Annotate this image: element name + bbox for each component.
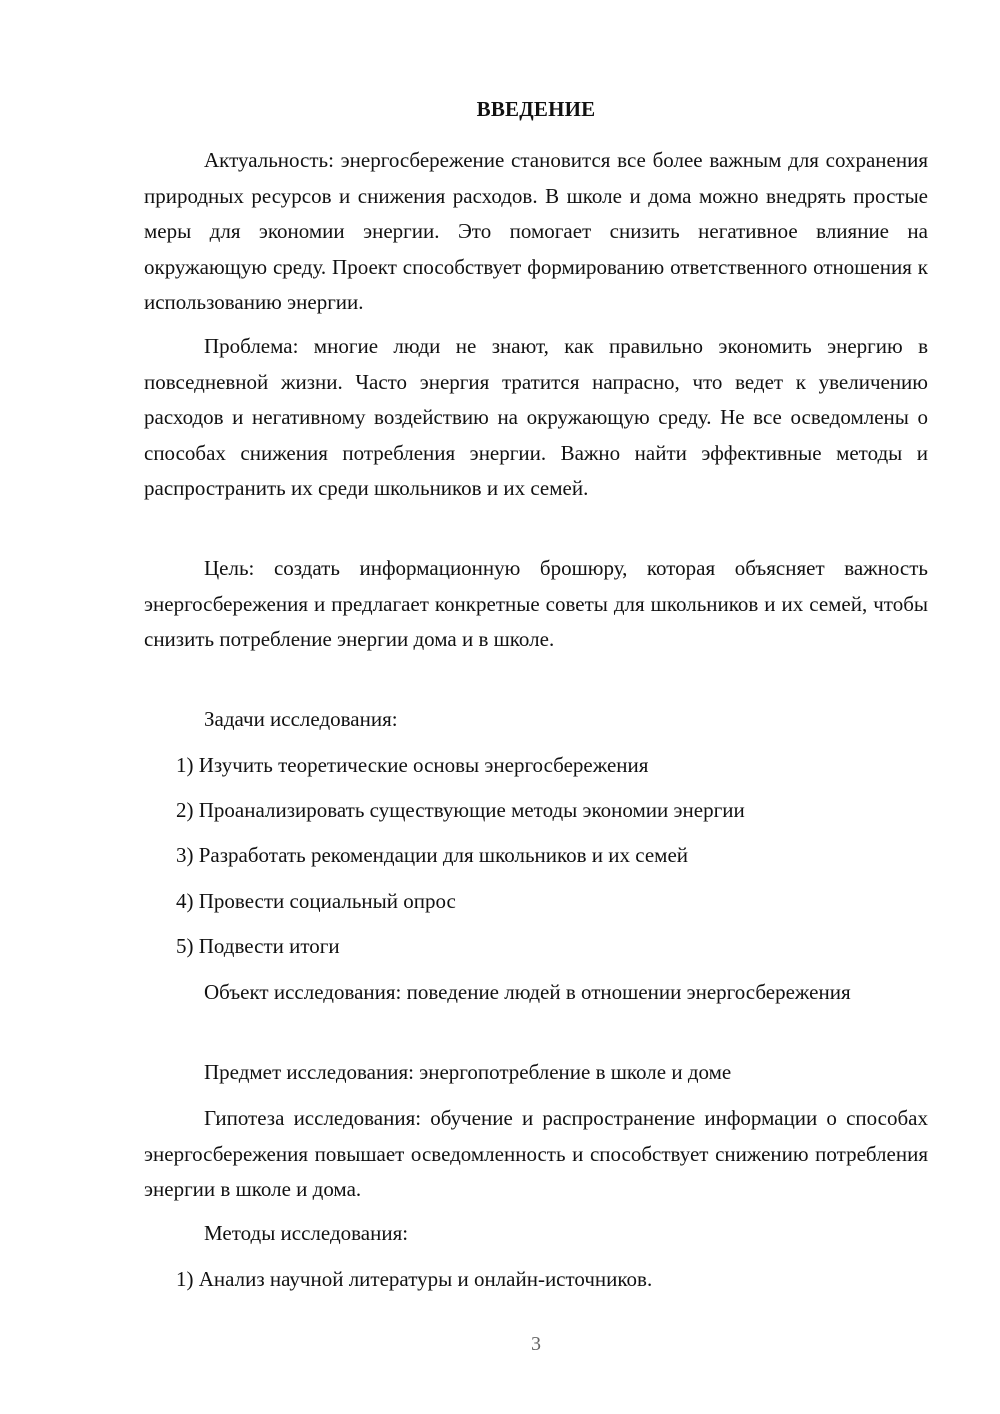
tasks-heading: Задачи исследования: — [204, 707, 398, 731]
paragraph-subject: Предмет исследования: энергопотребление в школе и доме — [204, 1060, 732, 1084]
paragraph-hypothesis: Гипотеза исследования: обучение и распространение информации о способах энергосбережения повышает осведомленность и способствует снижению потребления энергии в школе и дома. — [144, 1106, 928, 1201]
list-item-method-1: 1) Анализ научной литературы и онлайн-источников. — [176, 1267, 653, 1291]
list-item-task-3: 3) Разработать рекомендации для школьников и их семей — [176, 843, 689, 867]
paragraph-object: Объект исследования: поведение людей в отношении энергосбережения — [204, 980, 851, 1004]
paragraph-problem: Проблема: многие люди не знают, как правильно экономить энергию в повседневной жизни. Часто энергия тратится напрасно, что ведет к увеличению расходов и негативному воздействию на окружающую среду. Не все осведомлены о способах снижения потребления энергии. Важно найти эффективные методы и распространить их среди школьников и их семей. — [144, 334, 928, 500]
list-item-task-1: 1) Изучить теоретические основы энергосбережения — [176, 753, 649, 777]
methods-heading: Методы исследования: — [204, 1221, 409, 1245]
paragraph-goal: Цель: создать информационную брошюру, которая объясняет важность энергосбережения и предлагает конкретные советы для школьников и их семей, чтобы снизить потребление энергии дома и в школе. — [144, 556, 928, 651]
list-item-task-5: 5) Подвести итоги — [176, 934, 340, 958]
page-number: 3 — [531, 1333, 541, 1355]
paragraph-relevance: Актуальность: энергосбережение становится все более важным для сохранения природных ресурсов и снижения расходов. В школе и дома можно внедрять простые меры для экономии энергии. Это помогает снизить негативное влияние на окружающую среду. Проект способствует формированию ответственного отношения к использованию энергии. — [144, 148, 928, 314]
list-item-task-4: 4) Провести социальный опрос — [176, 889, 456, 913]
list-item-task-2: 2) Проанализировать существующие методы экономии энергии — [176, 798, 745, 822]
page-title: ВВЕДЕНИЕ — [476, 97, 596, 121]
